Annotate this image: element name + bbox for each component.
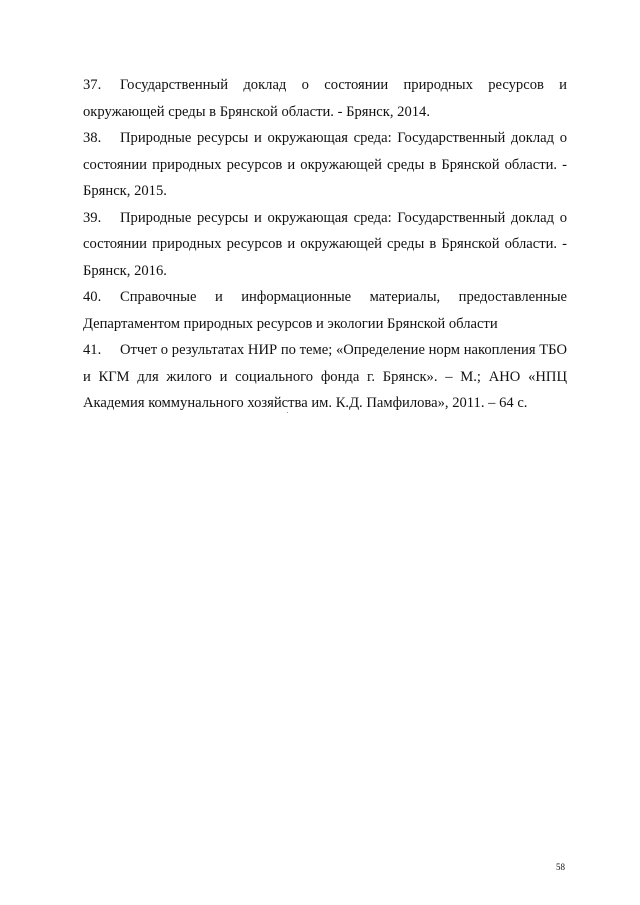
scan-speck — [287, 412, 288, 413]
page-number: 58 — [556, 862, 565, 872]
reference-number: 40. — [83, 289, 102, 305]
reference-item — [83, 337, 567, 417]
reference-text: Государственный доклад о состоянии природных ресурсов и окружающей среды в Брянской области. - Брянск, 2014. — [83, 77, 567, 120]
reference-text: Природные ресурсы и окружающая среда: Государственный доклад о состоянии природных ресурсов и окружающей среды в Брянской области. - Брянск, 2015. — [83, 130, 567, 199]
reference-number: 41. — [83, 342, 102, 358]
reference-text: Справочные и информационные материалы, предоставленные Департаментом природных ресурсов и экологии Брянской области — [83, 289, 567, 332]
reference-number: 39. — [83, 209, 102, 226]
reference-item — [83, 284, 567, 337]
reference-text: Отчет о результатах НИР по теме; «Определение норм накопления ТБО и КГМ для жилого и социального фонда г. Брянск». – М.; АНО «НПЦ Академия коммунального хозяйства им. К.Д. Памфилова», 2011. – 64 с. — [83, 342, 567, 411]
reference-item — [83, 72, 567, 125]
reference-number: 37. — [83, 77, 102, 93]
reference-list — [83, 72, 567, 417]
reference-item — [83, 205, 567, 285]
reference-item — [83, 125, 567, 205]
reference-text: Природные ресурсы и окружающая среда: Государственный доклад о состоянии природных ресурсов и окружающей среды в Брянской области. - Брянск, 2016. — [83, 209, 567, 279]
reference-number: 38. — [83, 130, 102, 146]
